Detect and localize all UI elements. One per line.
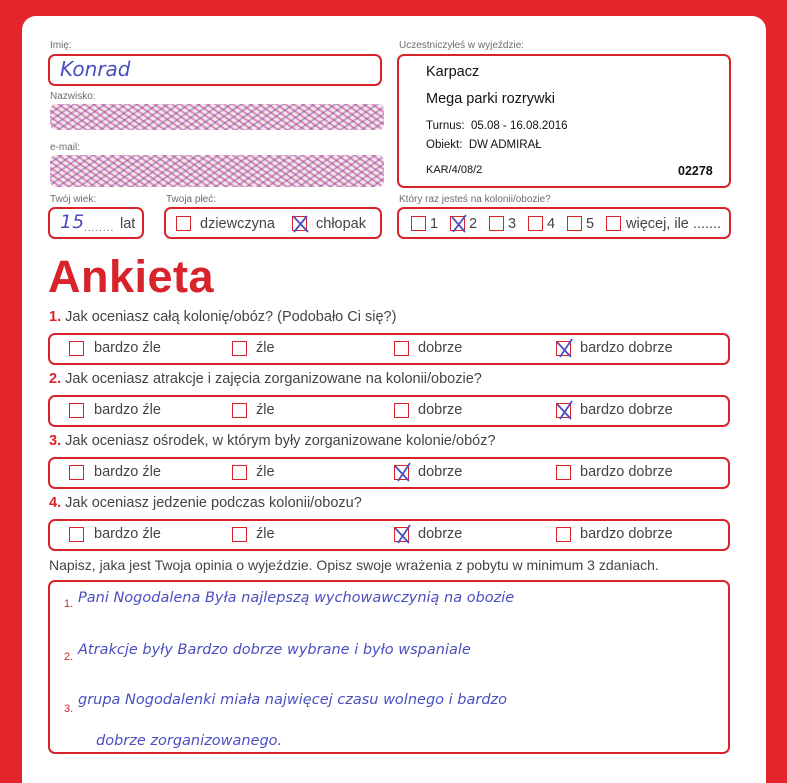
question-4-option-good: dobrze xyxy=(418,526,463,542)
turnus-value: 05.08 - 16.08.2016 xyxy=(470,120,568,132)
age-value: 15 xyxy=(60,211,85,233)
check-mark-icon xyxy=(291,214,310,234)
question-1-checkbox-bad[interactable] xyxy=(232,341,247,356)
camp-count-checkbox-2[interactable] xyxy=(450,216,465,231)
camp-count-option-5: 5 xyxy=(586,216,595,232)
question-3-option-very-bad: bardzo źle xyxy=(94,464,161,480)
question-4-checkbox-good[interactable] xyxy=(394,527,409,542)
question-3-text xyxy=(49,433,496,449)
opinion-number-1: 1. xyxy=(64,598,74,610)
gender-option-girl: dziewczyna xyxy=(200,216,275,232)
camp-count-option-1: 1 xyxy=(430,216,439,232)
camp-count-option-2: 2 xyxy=(469,216,478,232)
email-label: e-mail: xyxy=(50,142,81,153)
question-3-checkbox-good[interactable] xyxy=(394,465,409,480)
age-dots: ........ xyxy=(84,223,115,234)
question-1-checkbox-very-good[interactable] xyxy=(556,341,571,356)
gender-option-boy: chłopak xyxy=(316,216,366,232)
question-1-option-good: dobrze xyxy=(418,340,463,356)
first-name-field[interactable] xyxy=(48,54,382,86)
question-1-option-very-good: bardzo dobrze xyxy=(580,340,673,356)
camp-count-checkbox-more[interactable] xyxy=(606,216,621,231)
question-2-checkbox-good[interactable] xyxy=(394,403,409,418)
question-label: Jak oceniasz jedzenie podczas kolonii/obozu? xyxy=(65,495,362,511)
question-number: 4. xyxy=(49,495,62,511)
question-label: Jak oceniasz atrakcje i zajęcia zorganizowane na kolonii/obozie? xyxy=(65,371,482,387)
camp-count-option-4: 4 xyxy=(547,216,556,232)
question-1-checkbox-very-bad[interactable] xyxy=(69,341,84,356)
question-number: 1. xyxy=(49,309,62,325)
question-label: Jak oceniasz całą kolonię/obóz? (Podobało Ci się?) xyxy=(65,309,397,325)
question-3-checkbox-bad[interactable] xyxy=(232,465,247,480)
last-name-label: Nazwisko: xyxy=(50,91,96,102)
question-4-checkbox-very-bad[interactable] xyxy=(69,527,84,542)
age-field[interactable] xyxy=(48,207,144,239)
gender-label: Twoja płeć: xyxy=(166,194,217,205)
obiekt-value: DW ADMIRAŁ xyxy=(468,139,542,151)
question-number: 3. xyxy=(49,433,62,449)
camp-count-checkbox-5[interactable] xyxy=(567,216,582,231)
question-number: 2. xyxy=(49,371,62,387)
question-4-checkbox-bad[interactable] xyxy=(232,527,247,542)
question-3-checkbox-very-good[interactable] xyxy=(556,465,571,480)
question-2-checkbox-very-good[interactable] xyxy=(556,403,571,418)
first-name-value: Konrad xyxy=(60,57,131,81)
question-2-option-very-good: bardzo dobrze xyxy=(580,402,673,418)
question-label: Jak oceniasz ośrodek, w którym były zorganizowane kolonie/obóz? xyxy=(65,433,496,449)
check-mark-icon xyxy=(393,525,412,545)
camp-count-label: Który raz jesteś na kolonii/obozie? xyxy=(399,194,551,205)
gender-boy-checkbox[interactable] xyxy=(292,216,307,231)
camp-count-checkbox-4[interactable] xyxy=(528,216,543,231)
question-1-option-bad: źle xyxy=(256,340,275,356)
opinion-line-2: Atrakcje były Bardzo dobrze wybrane i było wspaniale xyxy=(78,642,471,658)
question-3-option-good: dobrze xyxy=(418,464,463,480)
age-label: Twój wiek: xyxy=(50,194,97,205)
trip-number: 02278 xyxy=(678,164,713,178)
opinion-line-1: Pani Nogodalena Była najlepszą wychowawczynią na obozie xyxy=(78,590,515,606)
question-2-text xyxy=(49,371,482,387)
camp-count-checkbox-1[interactable] xyxy=(411,216,426,231)
question-2-checkbox-very-bad[interactable] xyxy=(69,403,84,418)
question-3-option-very-good: bardzo dobrze xyxy=(580,464,673,480)
question-4-option-very-good: bardzo dobrze xyxy=(580,526,673,542)
opinion-prompt: Napisz, jaka jest Twoja opinia o wyjeździe. Opisz swoje wrażenia z pobytu w minimum 3 zdaniach. xyxy=(49,557,659,573)
check-mark-icon xyxy=(555,339,574,359)
opinion-number-3: 3. xyxy=(64,703,74,715)
question-1-text xyxy=(49,309,396,325)
question-3-option-bad: źle xyxy=(256,464,275,480)
trip-turnus-row xyxy=(426,120,568,132)
trip-location: Karpacz xyxy=(426,64,480,80)
question-2-checkbox-bad[interactable] xyxy=(232,403,247,418)
trip-obiekt-row xyxy=(426,139,542,151)
turnus-label: Turnus: xyxy=(426,120,465,132)
opinion-line-3: grupa Nogodalenki miała najwięcej czasu wolnego i bardzo xyxy=(78,692,508,708)
question-2-option-very-bad: bardzo źle xyxy=(94,402,161,418)
question-2-option-bad: źle xyxy=(256,402,275,418)
question-4-checkbox-very-good[interactable] xyxy=(556,527,571,542)
obiekt-label: Obiekt: xyxy=(426,139,463,151)
trip-program: Mega parki rozrywki xyxy=(426,91,555,107)
question-4-option-bad: źle xyxy=(256,526,275,542)
question-3-checkbox-very-bad[interactable] xyxy=(69,465,84,480)
gender-field xyxy=(164,207,382,239)
camp-count-checkbox-3[interactable] xyxy=(489,216,504,231)
camp-count-field xyxy=(397,207,731,239)
opinion-number-2: 2. xyxy=(64,651,74,663)
trip-label: Uczestniczyłeś w wyjeździe: xyxy=(399,40,525,51)
question-4-option-very-bad: bardzo źle xyxy=(94,526,161,542)
question-1-checkbox-good[interactable] xyxy=(394,341,409,356)
check-mark-icon xyxy=(555,401,574,421)
opinion-line-4: dobrze zorganizowanego. xyxy=(96,733,283,749)
check-mark-icon xyxy=(393,463,412,483)
last-name-redacted xyxy=(50,104,384,130)
camp-count-option-3: 3 xyxy=(508,216,517,232)
opinion-field[interactable] xyxy=(48,580,730,754)
first-name-label: Imię: xyxy=(50,40,72,51)
age-unit: lat xyxy=(120,216,136,232)
gender-girl-checkbox[interactable] xyxy=(176,216,191,231)
question-1-option-very-bad: bardzo źle xyxy=(94,340,161,356)
email-redacted xyxy=(50,155,384,187)
page-title: Ankieta xyxy=(48,251,215,302)
question-4-text xyxy=(49,495,362,511)
trip-code: KAR/4/08/2 xyxy=(426,164,483,176)
camp-count-option-more: więcej, ile ....... xyxy=(626,216,722,232)
check-mark-icon xyxy=(449,214,468,234)
question-2-option-good: dobrze xyxy=(418,402,463,418)
